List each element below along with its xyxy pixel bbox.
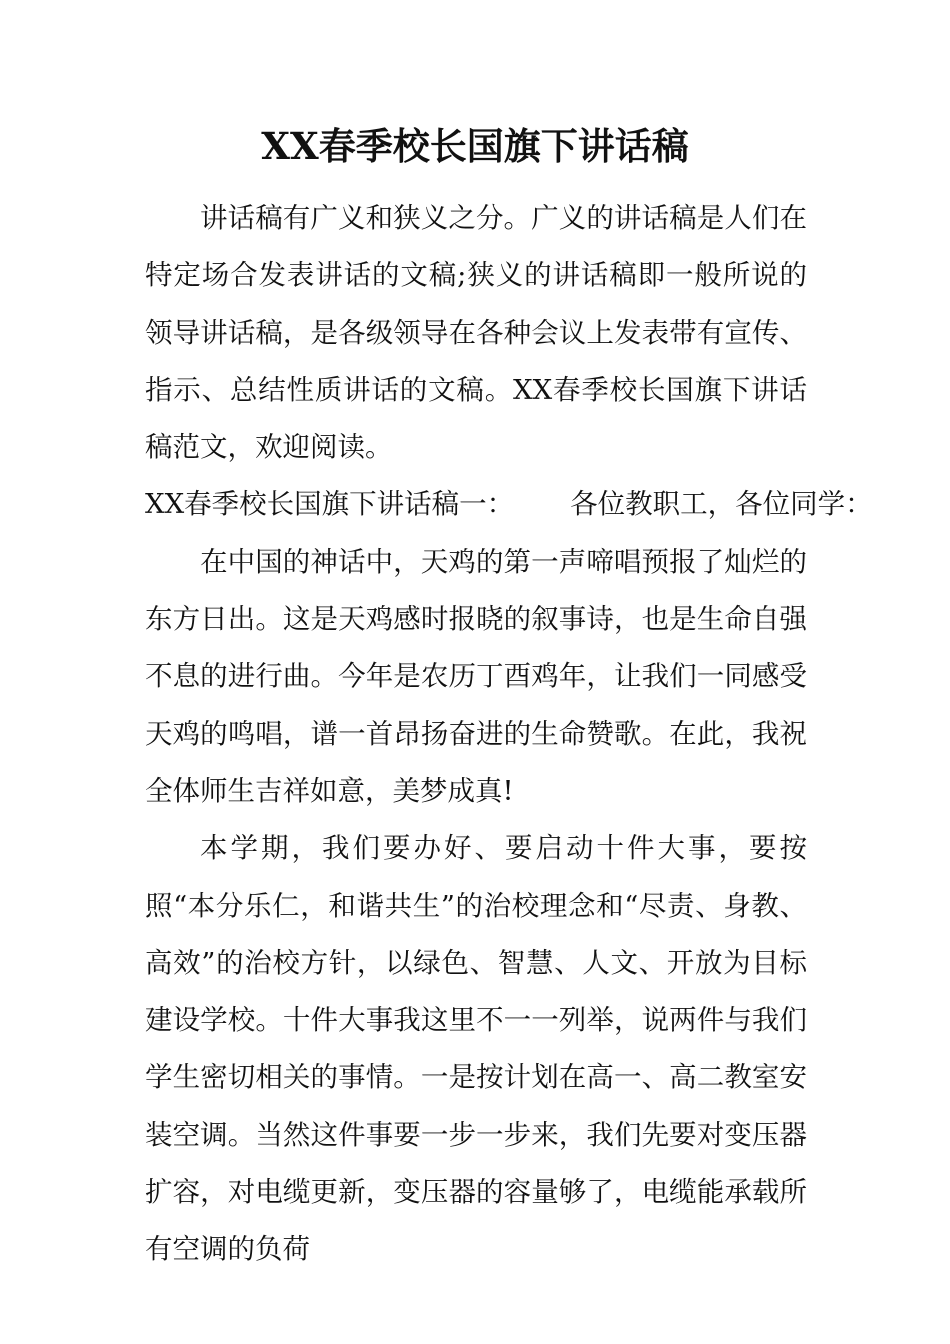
intro-paragraph: 讲话稿有广义和狭义之分。广义的讲话稿是人们在特定场合发表讲话的文稿;狭义的讲话稿即一般所说的领导讲话稿，是各级领导在各种会议上发表带有宣传、指示、总结性质讲话的文稿。XX春季校长国旗下讲话稿范文，欢迎阅读。	[145, 202, 807, 464]
document-title: XX春季校长国旗下讲话稿	[261, 124, 689, 168]
section-heading-line	[145, 476, 873, 533]
body-paragraph-1: 在中国的神话中，天鸡的第一声啼唱预报了灿烂的东方日出。这是天鸡感时报晓的叙事诗，也是生命自强不息的进行曲。今年是农历丁酉鸡年，让我们一同感受天鸡的鸣唱，谱一首昂扬奋进的生命赞歌。在此，我祝全体师生吉祥如意，美梦成真!	[145, 545, 807, 807]
body-paragraph-2: 本学期，我们要办好、要启动十件大事，要按照“本分乐仁，和谐共生”的治校理念和“尽责、身教、高效”的治校方针，以绿色、智慧、人文、开放为目标建设学校。十件大事我这里不一一列举，说两件与我们学生密切相关的事情。一是按计划在高一、高二教室安装空调。当然这件事要一步一步来，我们先要对变压器扩容，对电缆更新，变压器的容量够了，电缆能承载所有空调的负荷	[145, 832, 807, 1266]
salutation: 各位教职工，各位同学：	[570, 488, 873, 521]
section-heading: XX春季校长国旗下讲话稿一：	[145, 488, 515, 521]
document-body	[145, 190, 873, 1279]
